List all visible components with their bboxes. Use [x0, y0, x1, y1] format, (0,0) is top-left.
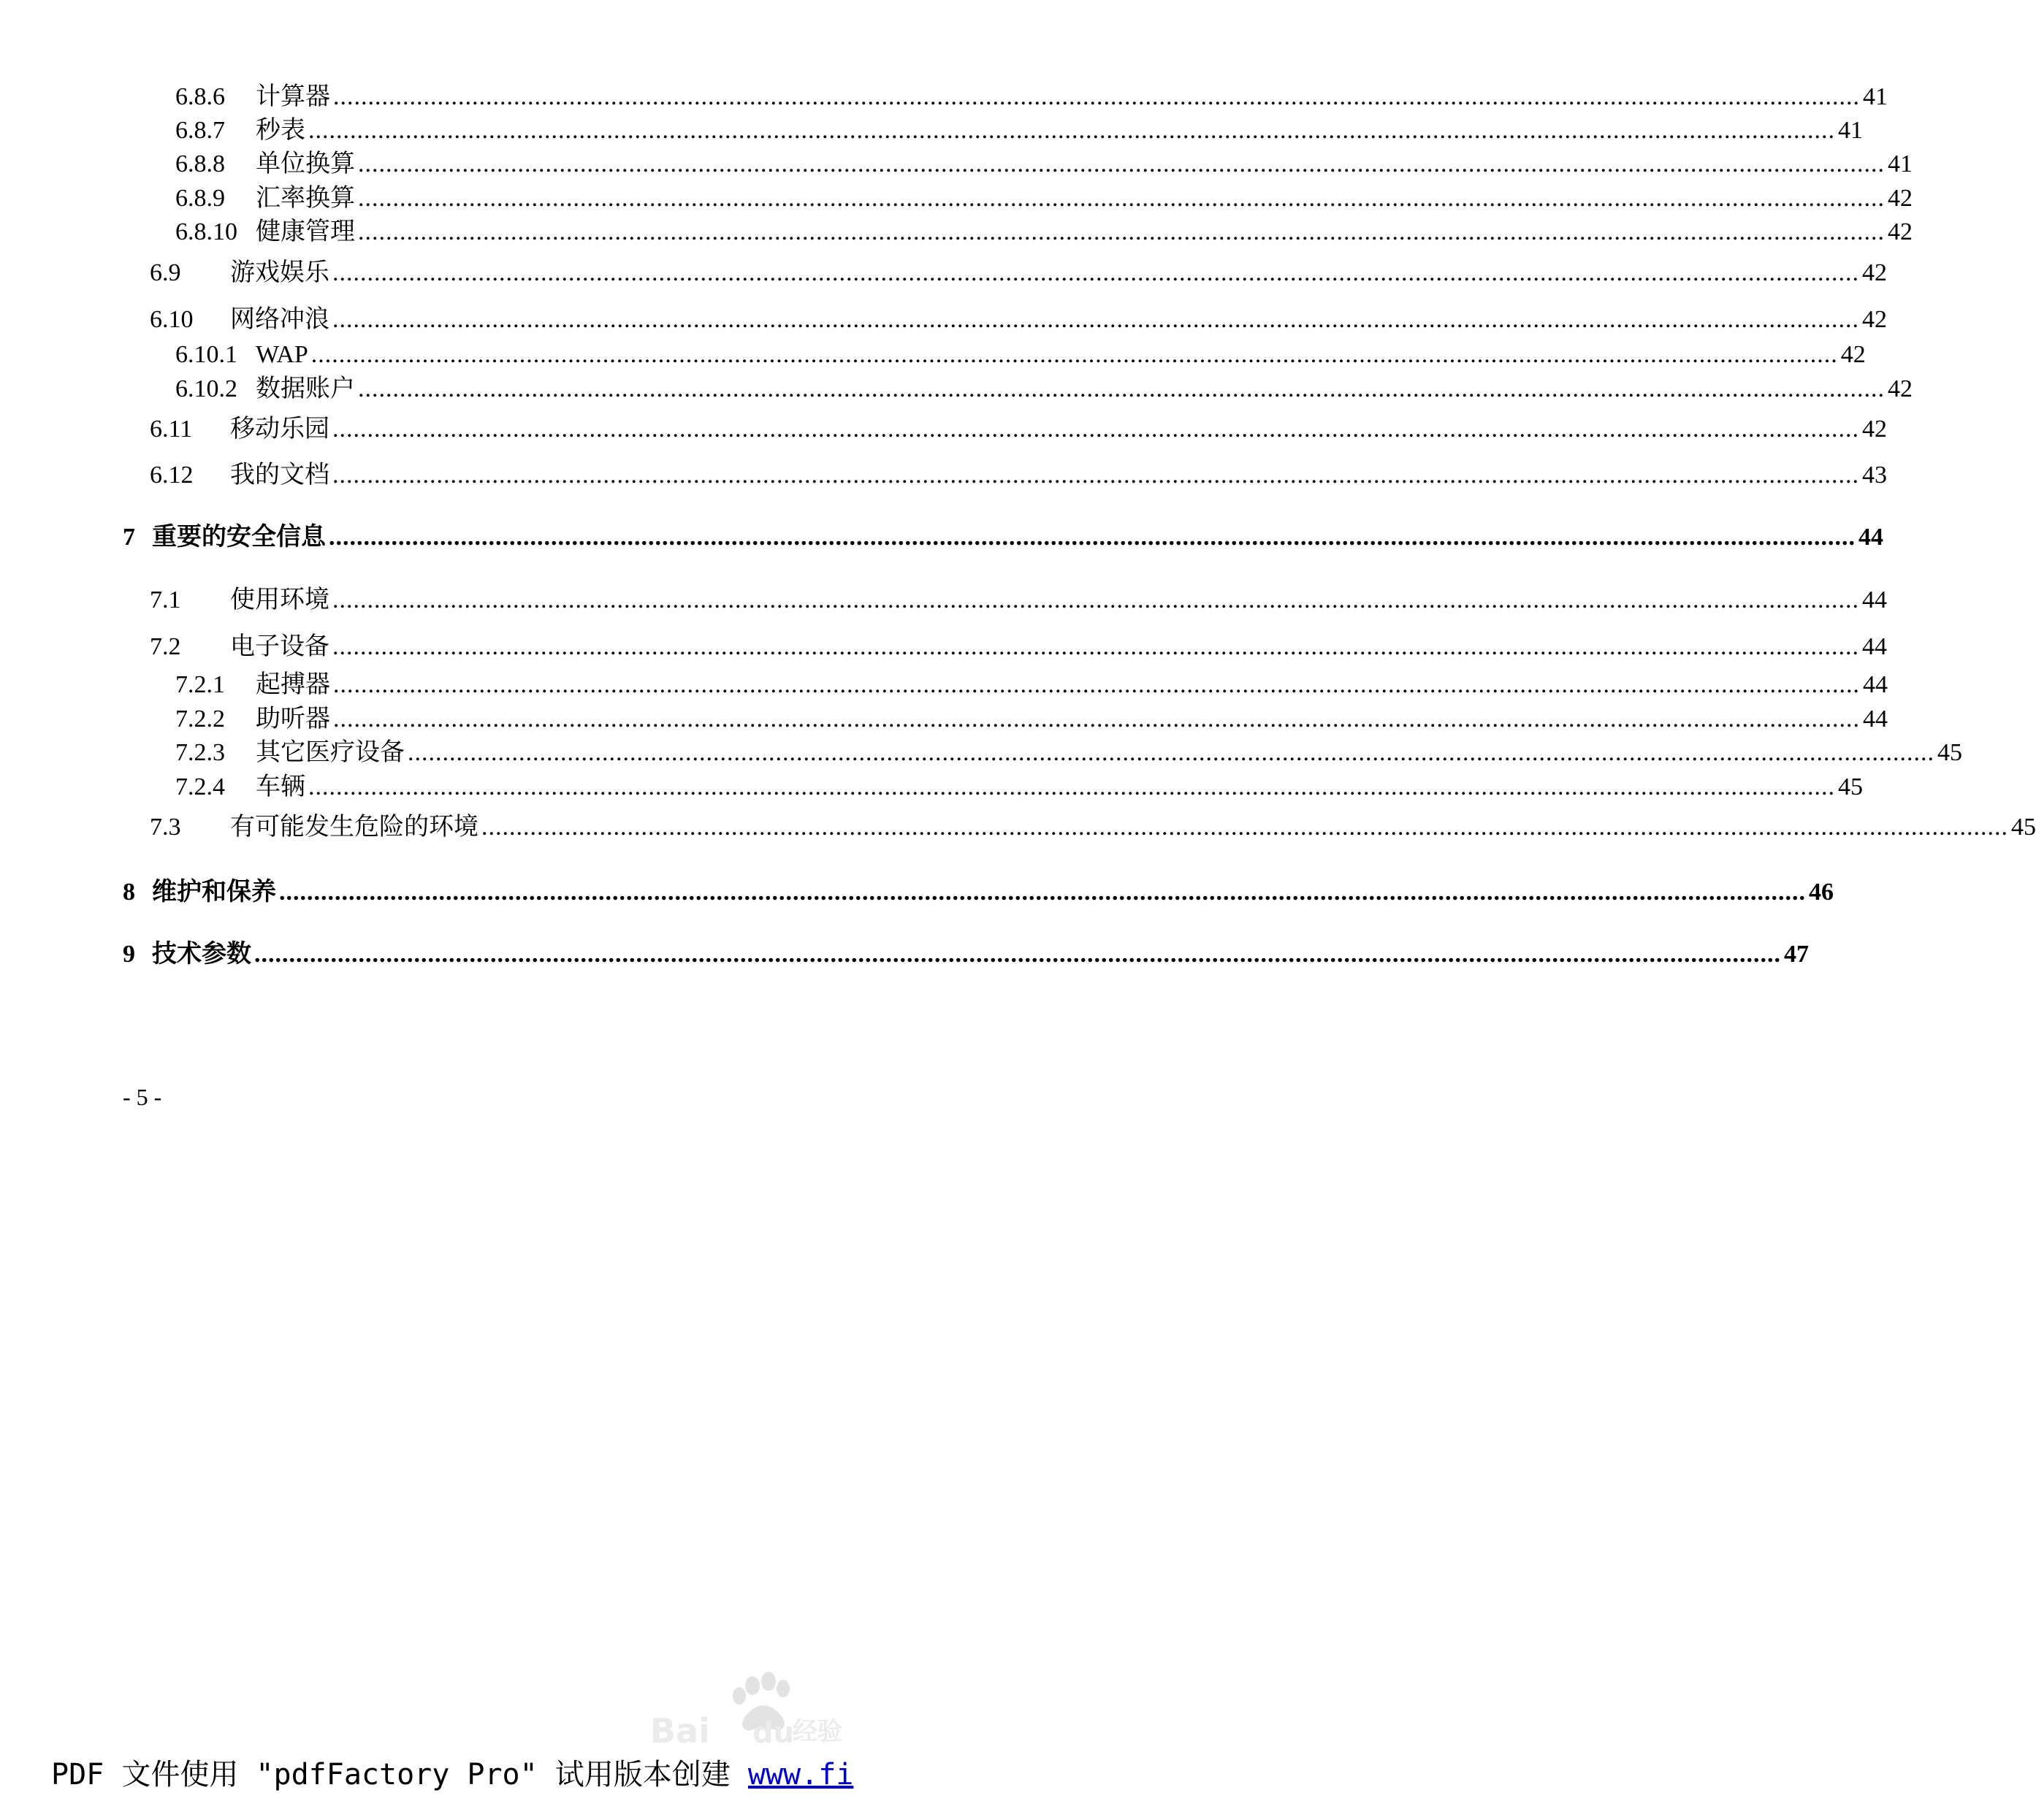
toc-dot-leader: ............................................................................................................................................................................................................................	[358, 185, 1885, 212]
toc-dot-leader: ............................................................................................................................................................................................................................	[329, 524, 1856, 551]
toc-entry-number: 7.2	[150, 633, 181, 660]
toc-entry-page: 42	[1862, 259, 1887, 286]
toc-entry-title: 秒表	[256, 117, 305, 144]
toc-entry-title: 计算器	[256, 83, 330, 110]
toc-entry-title: 有可能发生危险的环境	[230, 814, 479, 841]
toc-entry-page: 42	[1888, 375, 1913, 402]
toc-dot-leader: ............................................................................................................................................................................................................................	[481, 814, 2008, 841]
toc-entry-number: 6.10.2	[175, 375, 237, 402]
toc-entry-title: 技术参数	[152, 941, 251, 968]
toc-entry[interactable]	[150, 586, 1887, 615]
toc-entry-title: 起搏器	[256, 671, 330, 698]
toc-entry-title: 移动乐园	[230, 416, 329, 443]
toc-entry-number: 7.2.1	[175, 671, 225, 698]
toc-entry-title: 数据账户	[256, 375, 355, 402]
toc-entry-number: 6.8.10	[175, 218, 237, 245]
toc-entry-number: 6.10.1	[175, 341, 237, 368]
toc-entry-number: 6.12	[150, 462, 194, 489]
toc-entry-number: 6.10	[150, 306, 194, 333]
toc-dot-leader: ............................................................................................................................................................................................................................	[308, 117, 1835, 144]
toc-entry-title: 单位换算	[256, 150, 355, 177]
toc-entry[interactable]	[175, 150, 1913, 179]
toc-entry-number: 6.11	[150, 416, 193, 443]
toc-dot-leader: ............................................................................................................................................................................................................................	[333, 83, 1860, 110]
toc-entry-number: 6.9	[150, 259, 181, 286]
toc-entry-number: 7	[123, 524, 135, 551]
toc-entry-title: 车辆	[256, 773, 305, 800]
toc-entry[interactable]	[175, 184, 1913, 213]
toc-entry-number: 7.3	[150, 814, 181, 841]
toc-entry[interactable]	[150, 305, 1887, 334]
toc-dot-leader: ............................................................................................................................................................................................................................	[358, 150, 1885, 177]
toc-dot-leader: ............................................................................................................................................................................................................................	[310, 341, 1838, 368]
toc-entry-page: 42	[1840, 341, 1866, 368]
toc-entry[interactable]	[175, 375, 1913, 404]
toc-dot-leader: ............................................................................................................................................................................................................................	[332, 306, 1859, 333]
toc-entry[interactable]	[123, 523, 1883, 552]
toc-entry[interactable]	[150, 259, 1887, 288]
toc-entry-page: 47	[1784, 941, 1809, 968]
toc-entry-number: 8	[123, 879, 135, 906]
footer-text: PDF 文件使用 "pdfFactory Pro" 试用版本创建	[51, 1758, 748, 1792]
toc-entry-number: 7.2.2	[175, 706, 225, 733]
toc-entry-number: 7.2.4	[175, 773, 225, 800]
toc-entry[interactable]	[175, 670, 1888, 700]
toc-entry-number: 7.2.3	[175, 739, 225, 766]
pdf-factory-footer	[51, 1754, 909, 1795]
toc-entry-page: 42	[1888, 185, 1913, 212]
toc-dot-leader: ............................................................................................................................................................................................................................	[332, 416, 1859, 443]
footer-link[interactable]: www.fi	[747, 1758, 854, 1792]
toc-entry-page: 41	[1863, 83, 1888, 110]
toc-dot-leader: ............................................................................................................................................................................................................................	[333, 671, 1860, 698]
toc-entry[interactable]	[175, 218, 1913, 247]
toc-entry-number: 9	[123, 941, 135, 968]
baidu-paw-logo-icon	[643, 1672, 855, 1753]
toc-entry-title: 其它医疗设备	[256, 739, 405, 766]
toc-entry-page: 44	[1862, 633, 1887, 660]
toc-entry-page: 44	[1863, 671, 1888, 698]
toc-entry[interactable]	[150, 461, 1887, 490]
toc-entry-page: 45	[2011, 814, 2036, 841]
toc-dot-leader: ............................................................................................................................................................................................................................	[332, 259, 1859, 286]
toc-entry-page: 45	[1838, 773, 1863, 800]
toc-dot-leader: ............................................................................................................................................................................................................................	[332, 462, 1859, 489]
toc-entry-title: 汇率换算	[256, 185, 355, 212]
toc-entry-page: 42	[1862, 306, 1887, 333]
toc-entry-title: 重要的安全信息	[152, 524, 326, 551]
toc-entry[interactable]	[123, 940, 1809, 969]
toc-entry-page: 44	[1863, 706, 1888, 733]
toc-entry[interactable]	[150, 813, 2036, 842]
toc-dot-leader: ............................................................................................................................................................................................................................	[358, 375, 1885, 402]
toc-entry-number: 7.1	[150, 586, 181, 613]
toc-entry-title: 电子设备	[230, 633, 329, 660]
toc-entry[interactable]	[150, 415, 1887, 444]
toc-entry-page: 41	[1888, 150, 1913, 177]
toc-entry-page: 44	[1862, 586, 1887, 613]
toc-entry-title: 网络冲浪	[230, 306, 329, 333]
toc-entry[interactable]	[175, 773, 1863, 802]
toc-entry-title: 游戏娱乐	[230, 259, 329, 286]
toc-dot-leader: ............................................................................................................................................................................................................................	[279, 879, 1806, 906]
toc-dot-leader: ............................................................................................................................................................................................................................	[333, 706, 1860, 733]
toc-entry-title: 使用环境	[230, 586, 329, 613]
toc-entry-page: 41	[1838, 117, 1863, 144]
toc-entry-page: 43	[1862, 462, 1887, 489]
toc-entry[interactable]	[175, 738, 1962, 768]
toc-entry[interactable]	[175, 116, 1863, 145]
toc-entry-page: 45	[1937, 739, 1962, 766]
toc-entry-page: 46	[1809, 879, 1834, 906]
toc-entry[interactable]	[175, 83, 1888, 112]
toc-dot-leader: ............................................................................................................................................................................................................................	[332, 586, 1859, 613]
toc-dot-leader: ............................................................................................................................................................................................................................	[408, 739, 1934, 766]
baidu-jingyan-watermark	[643, 1672, 855, 1753]
svg-text:du: du	[752, 1716, 795, 1750]
toc-dot-leader: ............................................................................................................................................................................................................................	[358, 218, 1885, 245]
svg-text:Bai: Bai	[650, 1711, 710, 1751]
toc-dot-leader: ............................................................................................................................................................................................................................	[332, 633, 1859, 660]
page-number: - 5 -	[123, 1084, 162, 1110]
svg-text:经验: 经验	[793, 1717, 842, 1746]
toc-entry-page: 42	[1888, 218, 1913, 245]
toc-entry-title: 维护和保养	[152, 879, 276, 906]
toc-entry-number: 6.8.9	[175, 185, 225, 212]
toc-dot-leader: ............................................................................................................................................................................................................................	[254, 941, 1781, 968]
toc-entry-number: 6.8.8	[175, 150, 225, 177]
toc-entry-title: 健康管理	[256, 218, 355, 245]
toc-entry-page: 44	[1858, 524, 1883, 551]
toc-entry-title: 助听器	[256, 706, 330, 733]
toc-entry-number: 6.8.7	[175, 117, 225, 144]
toc-entry-title: 我的文档	[230, 462, 329, 489]
toc-entry-title: WAP	[256, 341, 308, 368]
toc-entry[interactable]	[175, 705, 1888, 734]
toc-entry-number: 6.8.6	[175, 83, 225, 110]
toc-entry[interactable]	[175, 340, 1866, 370]
toc-entry-page: 42	[1862, 416, 1887, 443]
toc-entry[interactable]	[150, 632, 1887, 662]
toc-dot-leader: ............................................................................................................................................................................................................................	[308, 773, 1835, 800]
toc-entry[interactable]	[123, 878, 1834, 907]
